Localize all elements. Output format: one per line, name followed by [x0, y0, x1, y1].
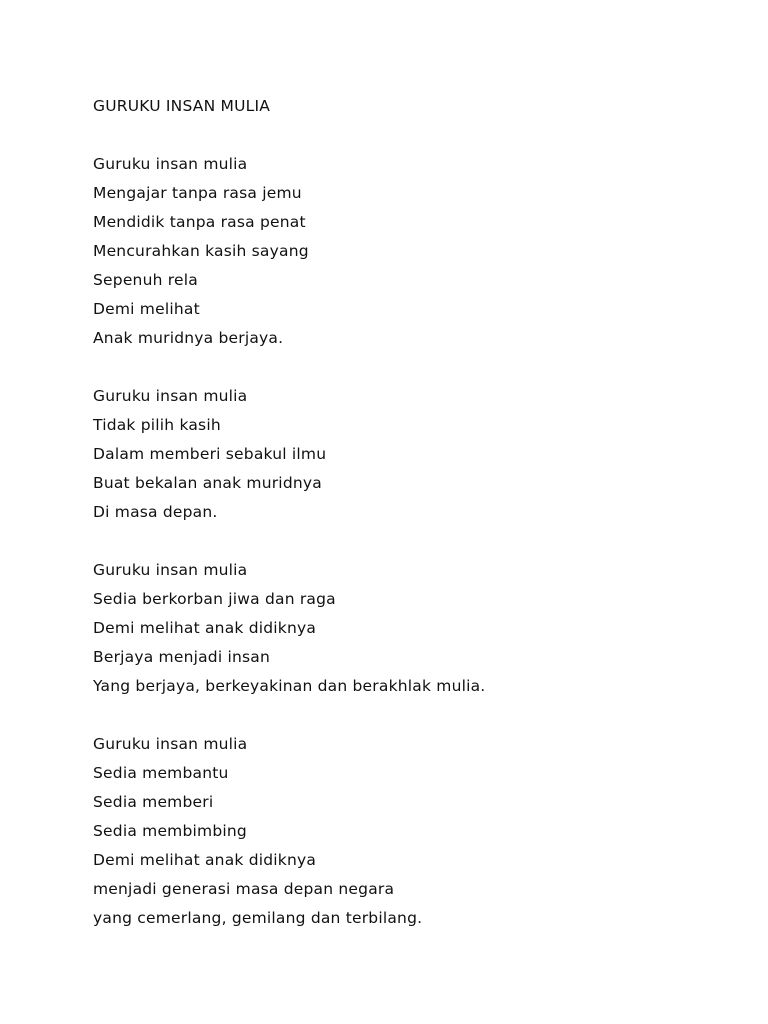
poem-line: Dalam memberi sebakul ilmu: [93, 445, 327, 463]
poem-line: Di masa depan.: [93, 503, 218, 521]
poem-line: Guruku insan mulia: [93, 387, 248, 405]
stanza-3: [93, 556, 485, 701]
poem-line: Guruku insan mulia: [93, 735, 248, 753]
poem-line: Demi melihat anak didiknya: [93, 851, 317, 869]
poem-line: Demi melihat anak didiknya: [93, 619, 317, 637]
poem-line: Mendidik tanpa rasa penat: [93, 213, 306, 231]
poem-line: Mencurahkan kasih sayang: [93, 242, 309, 260]
stanza-4: [93, 730, 485, 933]
stanza-1: [93, 150, 485, 353]
poem-line: Sedia membimbing: [93, 822, 247, 840]
poem-line: Sepenuh rela: [93, 271, 198, 289]
poem-line: menjadi generasi masa depan negara: [93, 880, 395, 898]
stanza-2: [93, 382, 485, 527]
poem-line: Tidak pilih kasih: [93, 416, 221, 434]
poem-line: Sedia membantu: [93, 764, 229, 782]
poem-line: Mengajar tanpa rasa jemu: [93, 184, 302, 202]
poem-line: Sedia berkorban jiwa dan raga: [93, 590, 336, 608]
poem-line: Yang berjaya, berkeyakinan dan berakhlak mulia.: [93, 677, 486, 695]
poem-line: Anak muridnya berjaya.: [93, 329, 284, 347]
poem-line: yang cemerlang, gemilang dan terbilang.: [93, 909, 423, 927]
poem-title: GURUKU INSAN MULIA: [93, 97, 271, 115]
poem-line: Berjaya menjadi insan: [93, 648, 271, 666]
poem-line: Guruku insan mulia: [93, 561, 248, 579]
poem-line: Sedia memberi: [93, 793, 214, 811]
poem-line: Guruku insan mulia: [93, 155, 248, 173]
poem-line: Buat bekalan anak muridnya: [93, 474, 322, 492]
poem: [93, 92, 485, 962]
poem-line: Demi melihat: [93, 300, 200, 318]
